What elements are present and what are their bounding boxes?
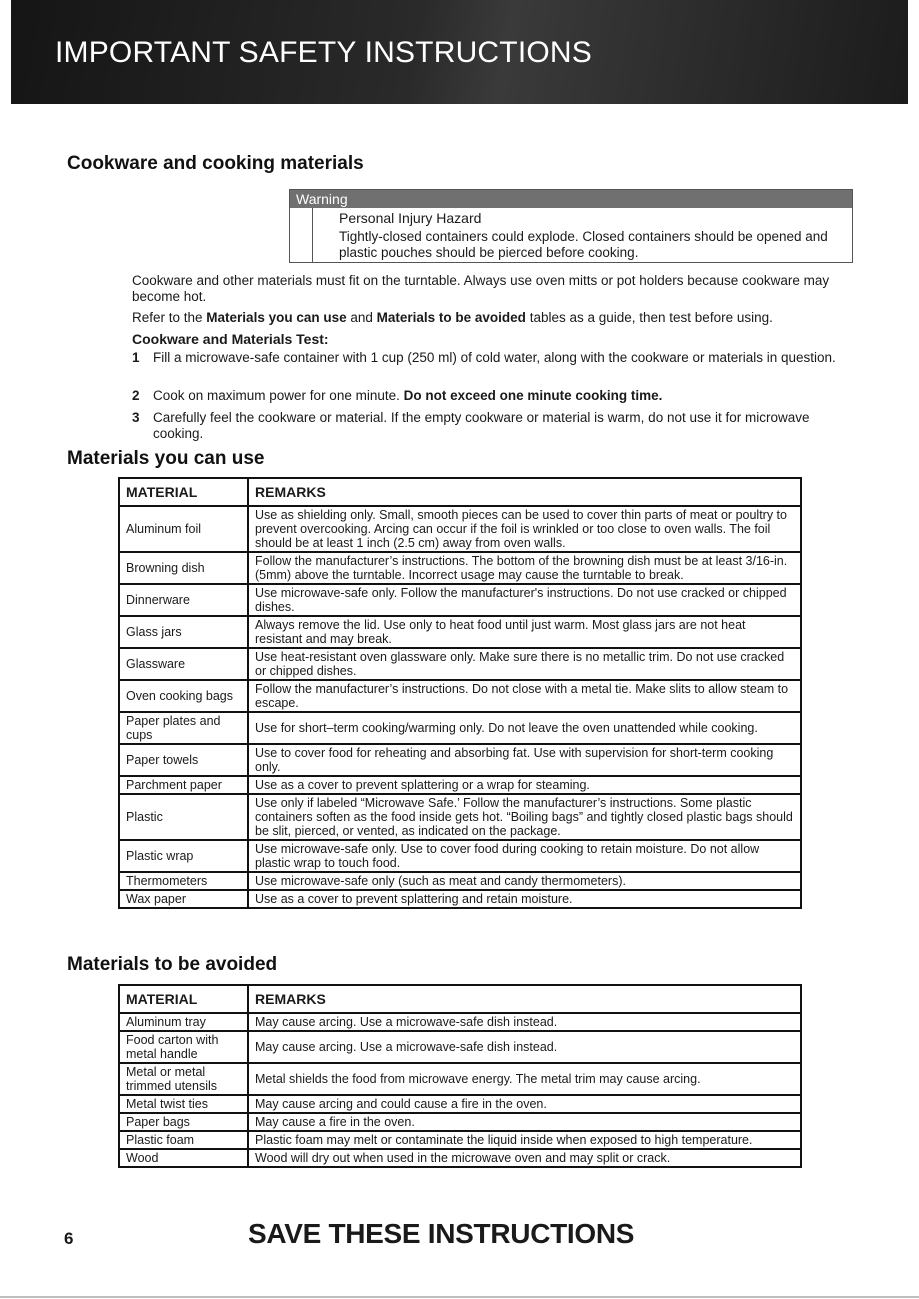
materials-avoided-table bbox=[118, 984, 802, 1168]
material-cell: Metal twist ties bbox=[119, 1095, 248, 1113]
table-row bbox=[119, 552, 801, 584]
test-title: Cookware and Materials Test: bbox=[132, 331, 329, 347]
remarks-cell: Follow the manufacturer’s instructions. The bottom of the browning dish must be at least 3/16-in. (5mm) above the turntable. Incorrect usage may cause the turntable to break. bbox=[248, 552, 801, 584]
table-row bbox=[119, 1063, 801, 1095]
remarks-cell: Use only if labeled “Microwave Safe.’ Follow the manufacturer’s instructions. Some plastic containers soften as the food inside gets hot. “Boiling bags” and tightly closed plastic bags should be slit, pierced, or vented, as indicated on the package. bbox=[248, 794, 801, 840]
material-cell: Metal or metal trimmed utensils bbox=[119, 1063, 248, 1095]
remarks-cell: Wood will dry out when used in the microwave oven and may split or crack. bbox=[248, 1149, 801, 1167]
remarks-cell: Always remove the lid. Use only to heat food until just warm. Most glass jars are not heat resistant and may break. bbox=[248, 616, 801, 648]
table-row bbox=[119, 584, 801, 616]
table-row bbox=[119, 1149, 801, 1167]
bottom-rule bbox=[0, 1296, 919, 1298]
section-heading-avoided: Materials to be avoided bbox=[67, 954, 278, 975]
table-row bbox=[119, 506, 801, 552]
material-cell: Parchment paper bbox=[119, 776, 248, 794]
material-cell: Paper plates and cups bbox=[119, 712, 248, 744]
table-row bbox=[119, 744, 801, 776]
remarks-cell: Follow the manufacturer’s instructions. Do not close with a metal tie. Make slits to allow steam to escape. bbox=[248, 680, 801, 712]
remarks-cell: Use microwave-safe only. Use to cover food during cooking to retain moisture. Do not allow plastic wrap to touch food. bbox=[248, 840, 801, 872]
material-cell: Browning dish bbox=[119, 552, 248, 584]
refer-link-avoided: Materials to be avoided bbox=[376, 310, 526, 325]
remarks-cell: Plastic foam may melt or contaminate the liquid inside when exposed to high temperature. bbox=[248, 1131, 801, 1149]
step-text: Carefully feel the cookware or material. If the empty cookware or material is warm, do not use it for microwave cooking. bbox=[153, 410, 810, 441]
column-header-remarks: REMARKS bbox=[248, 985, 801, 1013]
material-cell: Glassware bbox=[119, 648, 248, 680]
material-cell: Dinnerware bbox=[119, 584, 248, 616]
warning-text: Tightly-closed containers could explode. Closed containers should be opened and plastic pouches should be pierced before cooking. bbox=[339, 229, 828, 260]
table-row bbox=[119, 1095, 801, 1113]
remarks-cell: Metal shields the food from microwave energy. The metal trim may cause arcing. bbox=[248, 1063, 801, 1095]
material-cell: Paper bags bbox=[119, 1113, 248, 1131]
refer-link-can-use: Materials you can use bbox=[206, 310, 347, 325]
material-cell: Aluminum foil bbox=[119, 506, 248, 552]
step-number: 3 bbox=[132, 410, 140, 425]
material-cell: Food carton with metal handle bbox=[119, 1031, 248, 1063]
footer-title: SAVE THESE INSTRUCTIONS bbox=[248, 1218, 635, 1249]
material-cell: Plastic foam bbox=[119, 1131, 248, 1149]
table-row bbox=[119, 648, 801, 680]
material-cell: Plastic wrap bbox=[119, 840, 248, 872]
column-header-material: MATERIAL bbox=[119, 985, 248, 1013]
table-row bbox=[119, 680, 801, 712]
intro-paragraph: Cookware and other materials must fit on the turntable. Always use oven mitts or pot holders because cookware may become hot. bbox=[132, 273, 830, 304]
step-text: Fill a microwave-safe container with 1 cup (250 ml) of cold water, along with the cookware or materials in question. bbox=[153, 350, 836, 365]
remarks-cell: Use for short–term cooking/warming only. Do not leave the oven unattended while cooking. bbox=[248, 712, 801, 744]
table-row bbox=[119, 712, 801, 744]
remarks-cell: May cause arcing and could cause a fire in the oven. bbox=[248, 1095, 801, 1113]
column-header-material: MATERIAL bbox=[119, 478, 248, 506]
page-number: 6 bbox=[64, 1229, 74, 1248]
remarks-cell: May cause a fire in the oven. bbox=[248, 1113, 801, 1131]
table-header-row bbox=[119, 478, 801, 506]
warning-box bbox=[289, 189, 853, 263]
remarks-cell: Use microwave-safe only. Follow the manufacturer's instructions. Do not use cracked or chipped dishes. bbox=[248, 584, 801, 616]
section-heading-cookware: Cookware and cooking materials bbox=[67, 153, 364, 174]
page-header-title: IMPORTANT SAFETY INSTRUCTIONS bbox=[55, 36, 592, 69]
table-row bbox=[119, 840, 801, 872]
remarks-cell: May cause arcing. Use a microwave-safe dish instead. bbox=[248, 1013, 801, 1031]
step-number: 1 bbox=[132, 350, 140, 365]
warning-label: Warning bbox=[290, 190, 852, 208]
refer-paragraph bbox=[132, 310, 844, 326]
table-row bbox=[119, 776, 801, 794]
refer-text-c: and bbox=[346, 310, 377, 325]
step-text-bold: Do not exceed one minute cooking time. bbox=[403, 388, 663, 403]
warning-title: Personal Injury Hazard bbox=[339, 210, 482, 226]
remarks-cell: Use heat-resistant oven glassware only. Make sure there is no metallic trim. Do not use cracked or chipped dishes. bbox=[248, 648, 801, 680]
material-cell: Oven cooking bags bbox=[119, 680, 248, 712]
warning-divider bbox=[312, 208, 313, 262]
material-cell: Aluminum tray bbox=[119, 1013, 248, 1031]
remarks-cell: Use as a cover to prevent splattering and retain moisture. bbox=[248, 890, 801, 908]
materials-can-use-table bbox=[118, 477, 802, 909]
table-row bbox=[119, 890, 801, 908]
remarks-cell: Use to cover food for reheating and absorbing fat. Use with supervision for short-term cooking only. bbox=[248, 744, 801, 776]
table-row bbox=[119, 794, 801, 840]
remarks-cell: Use microwave-safe only (such as meat and candy thermometers). bbox=[248, 872, 801, 890]
refer-text-e: tables as a guide, then test before using. bbox=[525, 310, 773, 325]
table-row bbox=[119, 872, 801, 890]
column-header-remarks: REMARKS bbox=[248, 478, 801, 506]
table-row bbox=[119, 1131, 801, 1149]
table-row bbox=[119, 1013, 801, 1031]
material-cell: Plastic bbox=[119, 794, 248, 840]
table-row bbox=[119, 616, 801, 648]
material-cell: Paper towels bbox=[119, 744, 248, 776]
step-text bbox=[153, 388, 843, 404]
section-heading-can-use: Materials you can use bbox=[67, 448, 265, 469]
remarks-cell: Use as shielding only. Small, smooth pieces can be used to cover thin parts of meat or poultry to prevent overcooking. Arcing can occur if the foil is wrinkled or too close to oven walls. The foil should be at least 1 inch (2.5 cm) away from oven walls. bbox=[248, 506, 801, 552]
table-header-row bbox=[119, 985, 801, 1013]
material-cell: Wood bbox=[119, 1149, 248, 1167]
step-text-plain: Cook on maximum power for one minute. bbox=[153, 388, 404, 403]
table-row bbox=[119, 1031, 801, 1063]
material-cell: Wax paper bbox=[119, 890, 248, 908]
material-cell: Glass jars bbox=[119, 616, 248, 648]
remarks-cell: May cause arcing. Use a microwave-safe dish instead. bbox=[248, 1031, 801, 1063]
step-number: 2 bbox=[132, 388, 140, 403]
header-banner bbox=[11, 0, 908, 104]
material-cell: Thermometers bbox=[119, 872, 248, 890]
remarks-cell: Use as a cover to prevent splattering or a wrap for steaming. bbox=[248, 776, 801, 794]
table-row bbox=[119, 1113, 801, 1131]
refer-text-a: Refer to the bbox=[132, 310, 207, 325]
